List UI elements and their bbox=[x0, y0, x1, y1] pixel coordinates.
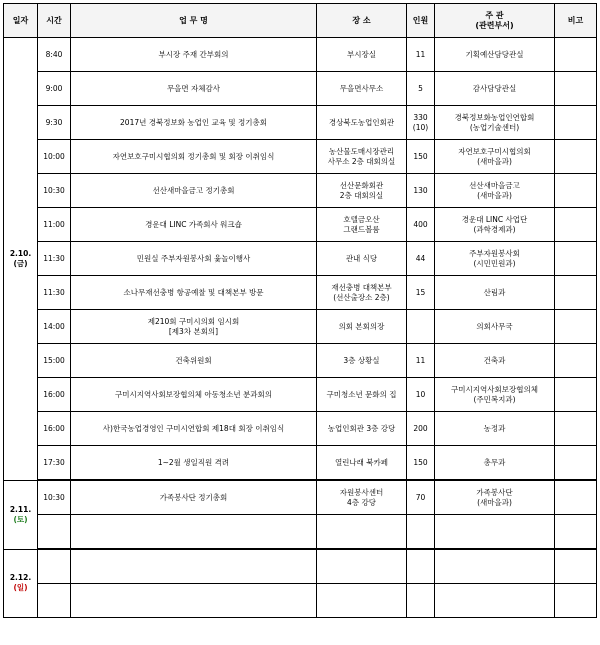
time-cell: 11:00 bbox=[38, 208, 71, 242]
host-cell: 산림과 bbox=[435, 276, 555, 310]
date-cell bbox=[4, 480, 38, 549]
header-host-main: 주 관 bbox=[485, 10, 504, 20]
day-label: (일) bbox=[13, 583, 28, 593]
task-cell: 선산새마을금고 정기총회 bbox=[71, 174, 317, 208]
place-cell: 3층 상황실 bbox=[317, 344, 407, 378]
task-cell bbox=[71, 584, 317, 618]
count-cell bbox=[407, 584, 435, 618]
count-cell: 15 bbox=[407, 276, 435, 310]
time-cell: 14:00 bbox=[38, 310, 71, 344]
table-row bbox=[4, 242, 597, 276]
note-cell bbox=[555, 106, 597, 140]
time-cell: 16:00 bbox=[38, 412, 71, 446]
count-cell: 330 (10) bbox=[407, 106, 435, 140]
day-label: (금) bbox=[13, 258, 28, 268]
place-cell bbox=[317, 584, 407, 618]
day-label: (토) bbox=[13, 514, 28, 524]
host-cell: 감사담당관실 bbox=[435, 72, 555, 106]
place-cell: 자원봉사센터 4층 강당 bbox=[317, 480, 407, 515]
note-cell bbox=[555, 276, 597, 310]
host-cell: 주부자원봉사회 (시민민원과) bbox=[435, 242, 555, 276]
place-cell: 관내 식당 bbox=[317, 242, 407, 276]
table-row bbox=[4, 106, 597, 140]
header-count: 인원 bbox=[407, 4, 435, 38]
place-cell: 무을면사무소 bbox=[317, 72, 407, 106]
time-cell: 11:30 bbox=[38, 242, 71, 276]
note-cell bbox=[555, 480, 597, 515]
table-row bbox=[4, 310, 597, 344]
task-cell: 1~2월 생일직원 격려 bbox=[71, 446, 317, 481]
time-cell bbox=[38, 515, 71, 550]
task-cell: 구미시지역사회보장협의체 아동청소년 분과회의 bbox=[71, 378, 317, 412]
note-cell bbox=[555, 310, 597, 344]
time-cell: 9:30 bbox=[38, 106, 71, 140]
task-cell: 제210회 구미시의회 임시회 [제3차 본회의] bbox=[71, 310, 317, 344]
task-cell: 사)한국농업경영인 구미시연합회 제18대 회장 이취임식 bbox=[71, 412, 317, 446]
count-cell: 11 bbox=[407, 38, 435, 72]
host-cell: 경운대 LINC 사업단 (과학경제과) bbox=[435, 208, 555, 242]
table-row bbox=[4, 412, 597, 446]
header-note: 비고 bbox=[555, 4, 597, 38]
count-cell bbox=[407, 515, 435, 550]
count-cell: 400 bbox=[407, 208, 435, 242]
host-cell bbox=[435, 515, 555, 550]
place-cell: 재선충병 대책본부 (선산출장소 2층) bbox=[317, 276, 407, 310]
place-cell: 구미청소년 문화의 집 bbox=[317, 378, 407, 412]
host-cell: 자연보호구미시협의회 (새마을과) bbox=[435, 140, 555, 174]
table-row bbox=[4, 446, 597, 481]
table-row bbox=[4, 344, 597, 378]
note-cell bbox=[555, 412, 597, 446]
count-cell: 5 bbox=[407, 72, 435, 106]
date-label: 2.11. bbox=[9, 504, 32, 514]
note-cell bbox=[555, 208, 597, 242]
table-row bbox=[4, 549, 597, 584]
time-cell: 8:40 bbox=[38, 38, 71, 72]
time-cell bbox=[38, 549, 71, 584]
count-cell bbox=[407, 310, 435, 344]
time-cell: 11:30 bbox=[38, 276, 71, 310]
table-row bbox=[4, 584, 597, 618]
header-row bbox=[4, 4, 597, 38]
time-cell: 10:00 bbox=[38, 140, 71, 174]
host-cell: 건축과 bbox=[435, 344, 555, 378]
task-cell: 무을면 자체감사 bbox=[71, 72, 317, 106]
place-cell: 농업인회관 3층 강당 bbox=[317, 412, 407, 446]
place-cell bbox=[317, 549, 407, 584]
host-cell: 선산새마을금고 (새마을과) bbox=[435, 174, 555, 208]
time-cell: 10:30 bbox=[38, 480, 71, 515]
schedule-table bbox=[3, 3, 597, 618]
host-cell: 기획예산담당관실 bbox=[435, 38, 555, 72]
table-row bbox=[4, 208, 597, 242]
host-cell: 농정과 bbox=[435, 412, 555, 446]
header-place: 장 소 bbox=[317, 4, 407, 38]
header-host bbox=[435, 4, 555, 38]
note-cell bbox=[555, 515, 597, 550]
table-row bbox=[4, 276, 597, 310]
note-cell bbox=[555, 549, 597, 584]
date-cell bbox=[4, 549, 38, 618]
date-label: 2.12. bbox=[9, 573, 32, 583]
schedule-body bbox=[4, 38, 597, 618]
host-cell: 가족봉사단 (새마을과) bbox=[435, 480, 555, 515]
place-cell: 열린나래 북카페 bbox=[317, 446, 407, 481]
header-host-sub: (관련부서) bbox=[475, 20, 514, 30]
note-cell bbox=[555, 446, 597, 481]
header-date: 일자 bbox=[4, 4, 38, 38]
task-cell: 소나무재선충병 항공예찰 및 대책본부 방문 bbox=[71, 276, 317, 310]
table-row bbox=[4, 140, 597, 174]
task-cell: 가족봉사단 정기총회 bbox=[71, 480, 317, 515]
time-cell: 10:30 bbox=[38, 174, 71, 208]
time-cell: 16:00 bbox=[38, 378, 71, 412]
host-cell: 의회사무국 bbox=[435, 310, 555, 344]
header-task: 업 무 명 bbox=[71, 4, 317, 38]
host-cell: 구미시지역사회보장협의체 (주민복지과) bbox=[435, 378, 555, 412]
host-cell: 경북정보화농업인연합회 (농업기술센터) bbox=[435, 106, 555, 140]
time-cell bbox=[38, 584, 71, 618]
task-cell: 민원실 주부자원봉사회 윷놀이행사 bbox=[71, 242, 317, 276]
host-cell: 총무과 bbox=[435, 446, 555, 481]
table-row bbox=[4, 480, 597, 515]
task-cell: 건축위원회 bbox=[71, 344, 317, 378]
note-cell bbox=[555, 242, 597, 276]
count-cell: 150 bbox=[407, 446, 435, 481]
note-cell bbox=[555, 140, 597, 174]
place-cell: 부시장실 bbox=[317, 38, 407, 72]
header-time: 시간 bbox=[38, 4, 71, 38]
table-row bbox=[4, 515, 597, 550]
date-label: 2.10. bbox=[9, 248, 32, 258]
note-cell bbox=[555, 72, 597, 106]
time-cell: 17:30 bbox=[38, 446, 71, 481]
task-cell bbox=[71, 515, 317, 550]
place-cell bbox=[317, 515, 407, 550]
count-cell: 130 bbox=[407, 174, 435, 208]
count-cell: 10 bbox=[407, 378, 435, 412]
place-cell: 호텔금오산 그랜드볼룸 bbox=[317, 208, 407, 242]
note-cell bbox=[555, 344, 597, 378]
time-cell: 15:00 bbox=[38, 344, 71, 378]
task-cell: 2017년 경북정보화 농업인 교육 및 정기총회 bbox=[71, 106, 317, 140]
table-row bbox=[4, 72, 597, 106]
table-row bbox=[4, 174, 597, 208]
task-cell: 경운대 LINC 가족회사 워크숍 bbox=[71, 208, 317, 242]
task-cell bbox=[71, 549, 317, 584]
note-cell bbox=[555, 584, 597, 618]
count-cell: 11 bbox=[407, 344, 435, 378]
count-cell: 70 bbox=[407, 480, 435, 515]
place-cell: 선산문화회관 2층 대회의실 bbox=[317, 174, 407, 208]
date-cell bbox=[4, 38, 38, 481]
place-cell: 농산물도매시장관리 사무소 2층 대회의실 bbox=[317, 140, 407, 174]
place-cell: 경상북도농업인회관 bbox=[317, 106, 407, 140]
time-cell: 9:00 bbox=[38, 72, 71, 106]
note-cell bbox=[555, 38, 597, 72]
task-cell: 부시장 주재 간부회의 bbox=[71, 38, 317, 72]
count-cell bbox=[407, 549, 435, 584]
table-row bbox=[4, 378, 597, 412]
table-row bbox=[4, 38, 597, 72]
count-cell: 44 bbox=[407, 242, 435, 276]
host-cell bbox=[435, 584, 555, 618]
note-cell bbox=[555, 174, 597, 208]
count-cell: 150 bbox=[407, 140, 435, 174]
note-cell bbox=[555, 378, 597, 412]
host-cell bbox=[435, 549, 555, 584]
count-cell: 200 bbox=[407, 412, 435, 446]
task-cell: 자연보호구미시협의회 정기총회 및 회장 이취임식 bbox=[71, 140, 317, 174]
place-cell: 의회 본회의장 bbox=[317, 310, 407, 344]
